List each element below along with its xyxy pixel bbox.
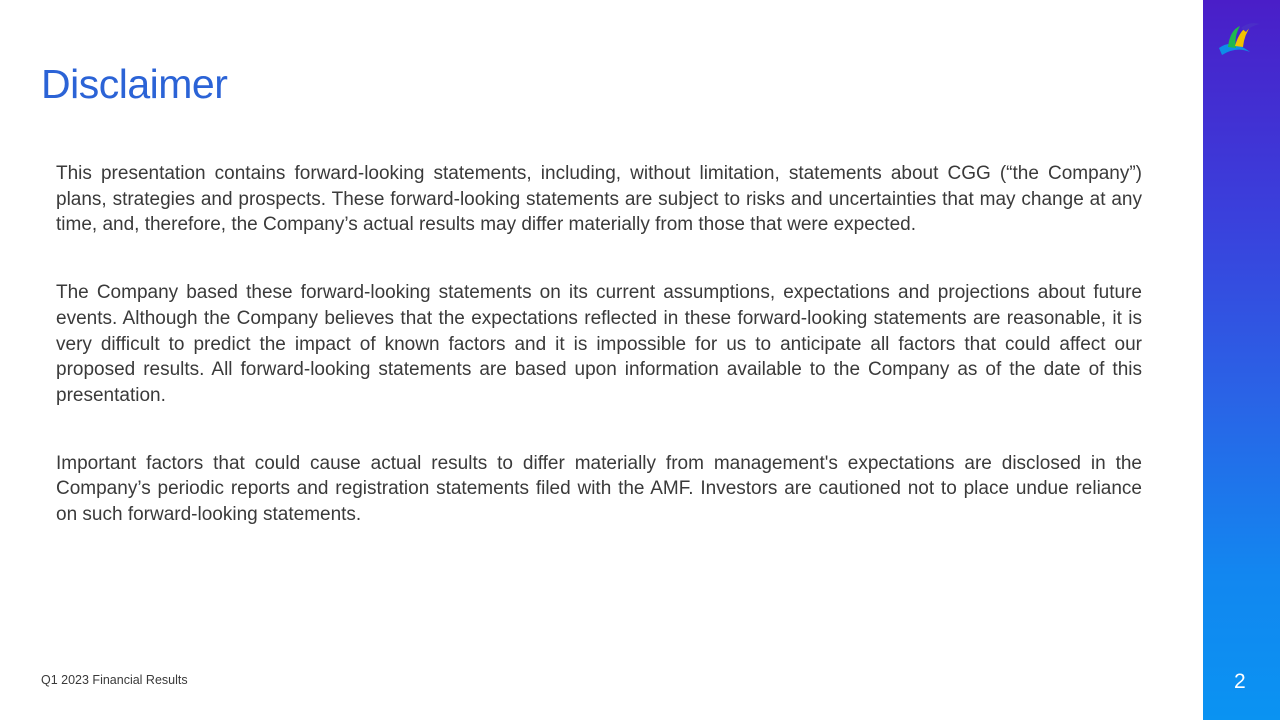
accent-sidebar (1203, 0, 1280, 720)
page-number: 2 (1234, 670, 1246, 693)
slide-title: Disclaimer (41, 61, 228, 107)
paragraph-1: This presentation contains forward-looking statements, including, without limitation, statements about CGG (“the Company”) plans, strategies and prospects. These forward-looking statements are subject to risks and uncertainties that may change at any time, and, therefore, the Company’s actual results may differ materially from those that were expected. (56, 163, 1142, 236)
paragraph-3: Important factors that could cause actual results to differ materially from management's expectations are disclosed in the Company’s periodic reports and registration statements filed with the AMF. Investors are cautioned not to place undue reliance on such forward-looking statements. (56, 452, 1142, 526)
cgg-logo-icon (1216, 20, 1266, 62)
footer-label: Q1 2023 Financial Results (41, 673, 188, 687)
paragraph-2: The Company based these forward-looking statements on its current assumptions, expectations and projections about future events. Although the Company believes that the expectations reflected in these forward-looking statements are reasonable, it is very difficult to predict the impact of known factors and it is impossible for us to anticipate all factors that could affect our proposed results. All forward-looking statements are based upon information available to the Company as of the date of this presentation. (56, 282, 1142, 406)
disclaimer-body (56, 161, 1142, 570)
